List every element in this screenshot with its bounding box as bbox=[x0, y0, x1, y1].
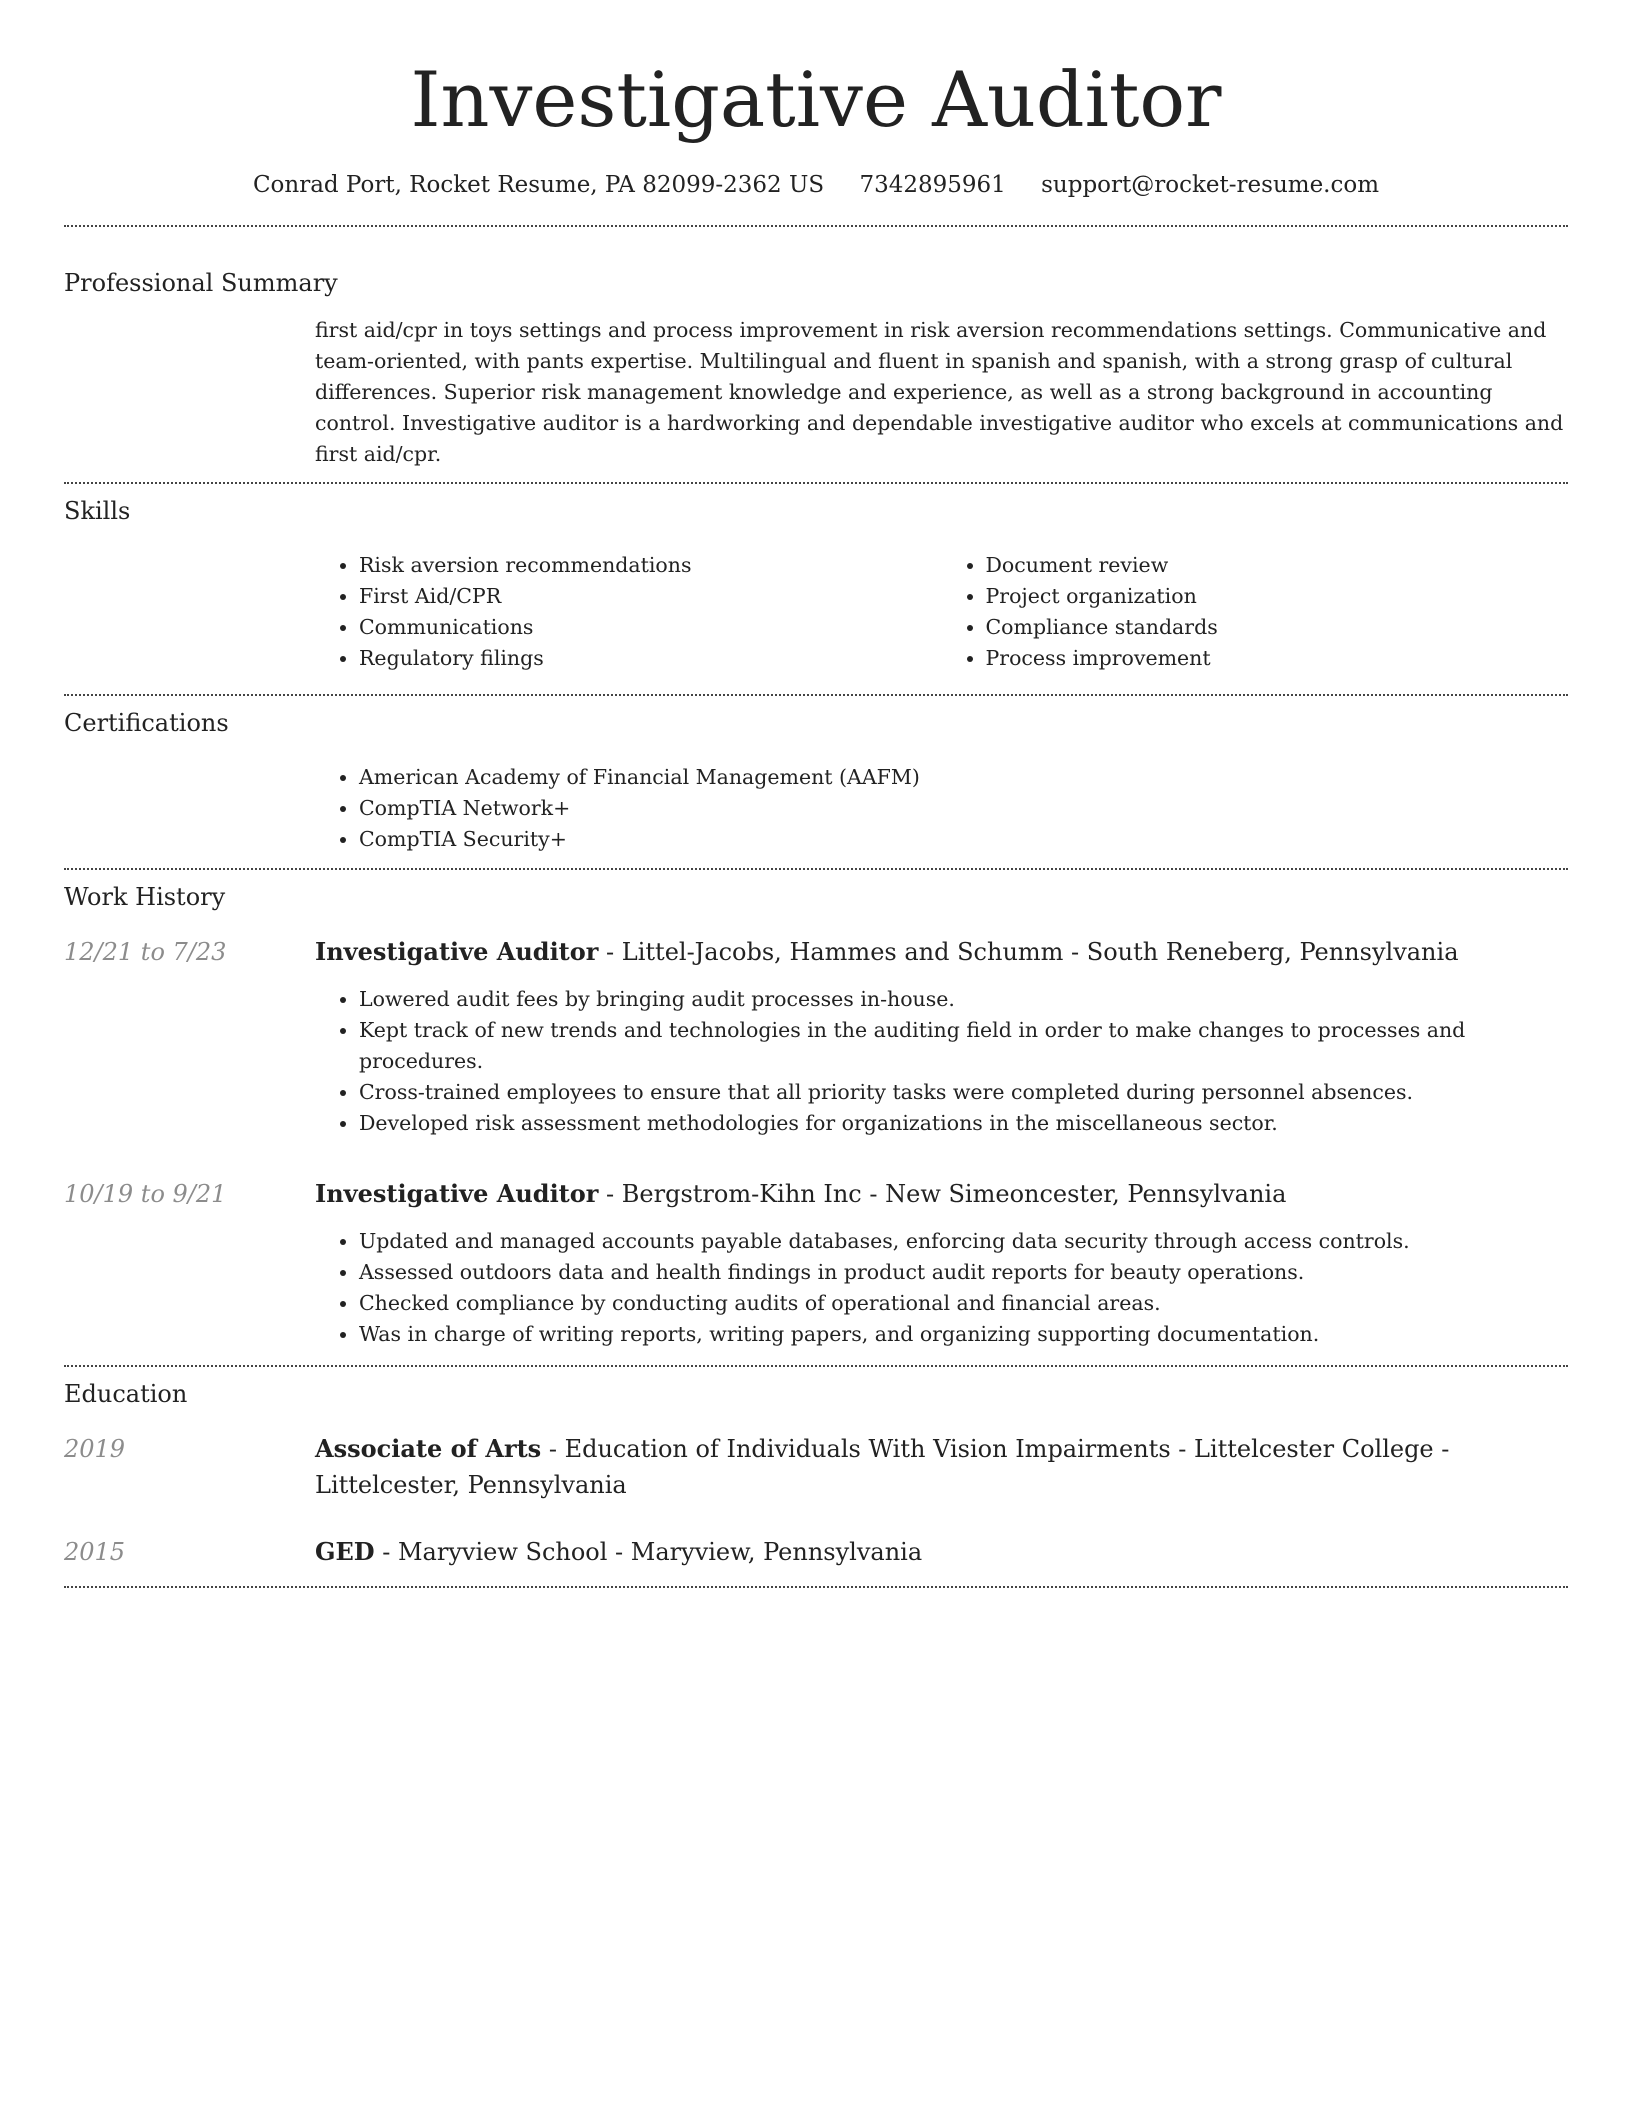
list-item: • CompTIA Network+ bbox=[359, 793, 1568, 824]
list-item: • Was in charge of writing reports, writing papers, and organizing supporting documentation. bbox=[359, 1319, 1568, 1350]
skills-list-right bbox=[942, 550, 1569, 674]
degree: Associate of Arts bbox=[315, 1434, 542, 1463]
job-heading bbox=[315, 934, 1568, 970]
job-bullets bbox=[315, 984, 1568, 1139]
job-heading bbox=[315, 1176, 1568, 1212]
education-entry bbox=[64, 1431, 1568, 1503]
summary-text: first aid/cpr in toys settings and process improvement in risk aversion recommendations settings. Communicative and team-oriented, with pants expertise. Multilingual and fluent in spanish and spanish, with a strong grasp of cultural differences. Superior risk management knowledge and experience, as well as a strong background in accounting control. Investigative auditor is a hardworking and dependable investigative auditor who excels at communications and first aid/cpr. bbox=[315, 318, 1564, 466]
job-entry bbox=[64, 934, 1568, 1139]
section-title: Skills bbox=[64, 497, 131, 525]
section-title: Work History bbox=[64, 883, 226, 911]
work-history-section bbox=[64, 870, 1568, 1365]
list-item: • Developed risk assessment methodologies for organizations in the miscellaneous sector. bbox=[359, 1108, 1568, 1139]
list-item: • Kept track of new trends and technologies in the auditing field in order to make changes to processes and procedures. bbox=[359, 1015, 1568, 1077]
education-details: - Education of Individuals With Vision Impairments - Littelcester College - Littelcester, Pennsylvania bbox=[315, 1435, 1450, 1499]
list-item: • Lowered audit fees by bringing audit processes in-house. bbox=[359, 984, 1568, 1015]
education-heading bbox=[315, 1431, 1568, 1503]
education-body bbox=[315, 1431, 1568, 1503]
education-year: 2015 bbox=[64, 1538, 126, 1566]
education-heading bbox=[315, 1534, 1568, 1570]
education-section bbox=[64, 1367, 1568, 1586]
section-title: Certifications bbox=[64, 709, 229, 737]
job-title: Investigative Auditor bbox=[315, 937, 599, 966]
list-item: • Compliance standards bbox=[986, 612, 1569, 643]
education-entry bbox=[64, 1534, 1568, 1586]
list-item: • First Aid/CPR bbox=[359, 581, 942, 612]
degree: GED bbox=[315, 1537, 375, 1566]
list-item: • Cross-trained employees to ensure that all priority tasks were completed during personnel absences. bbox=[359, 1077, 1568, 1108]
candidate-name: Investigative Auditor bbox=[410, 55, 1222, 144]
list-item: • Process improvement bbox=[986, 643, 1569, 674]
summary-section bbox=[64, 227, 1568, 482]
education-year: 2019 bbox=[64, 1435, 126, 1463]
section-title: Education bbox=[64, 1380, 188, 1408]
job-title: Investigative Auditor bbox=[315, 1179, 599, 1208]
job-dates: 10/19 to 9/21 bbox=[64, 1180, 227, 1208]
email: support@rocket-resume.com bbox=[1041, 172, 1380, 198]
job-details: - Bergstrom-Kihn Inc - New Simeoncester, Pennsylvania bbox=[598, 1180, 1287, 1208]
list-item: • Project organization bbox=[986, 581, 1569, 612]
list-item: • American Academy of Financial Management (AAFM) bbox=[359, 762, 1568, 793]
job-entry bbox=[64, 1176, 1568, 1365]
job-body bbox=[315, 934, 1568, 1139]
skills-columns bbox=[315, 550, 1568, 694]
list-item: • CompTIA Security+ bbox=[359, 824, 1568, 855]
skills-section bbox=[64, 484, 1568, 694]
section-divider bbox=[64, 1586, 1568, 1588]
list-item: • Checked compliance by conducting audits of operational and financial areas. bbox=[359, 1288, 1568, 1319]
certifications-list bbox=[315, 762, 1568, 855]
certifications-section bbox=[64, 696, 1568, 868]
section-title: Professional Summary bbox=[64, 269, 338, 297]
certifications-content bbox=[315, 762, 1568, 868]
job-bullets bbox=[315, 1226, 1568, 1350]
phone: 7342895961 bbox=[859, 172, 1006, 198]
resume-header bbox=[64, 0, 1568, 200]
list-item: • Updated and managed accounts payable databases, enforcing data security through access controls. bbox=[359, 1226, 1568, 1257]
job-details: - Littel-Jacobs, Hammes and Schumm - South Reneberg, Pennsylvania bbox=[598, 938, 1459, 966]
education-details: - Maryview School - Maryview, Pennsylvania bbox=[374, 1538, 923, 1566]
job-dates: 12/21 to 7/23 bbox=[64, 938, 227, 966]
list-item: • Communications bbox=[359, 612, 942, 643]
list-item: • Risk aversion recommendations bbox=[359, 550, 942, 581]
job-body bbox=[315, 1176, 1568, 1350]
education-body bbox=[315, 1534, 1568, 1570]
address: Conrad Port, Rocket Resume, PA 82099-2362 US bbox=[252, 172, 825, 198]
contact-line bbox=[64, 170, 1568, 200]
list-item: • Assessed outdoors data and health findings in product audit reports for beauty operations. bbox=[359, 1257, 1568, 1288]
list-item: • Document review bbox=[986, 550, 1569, 581]
list-item: • Regulatory filings bbox=[359, 643, 942, 674]
skills-list-left bbox=[315, 550, 942, 674]
